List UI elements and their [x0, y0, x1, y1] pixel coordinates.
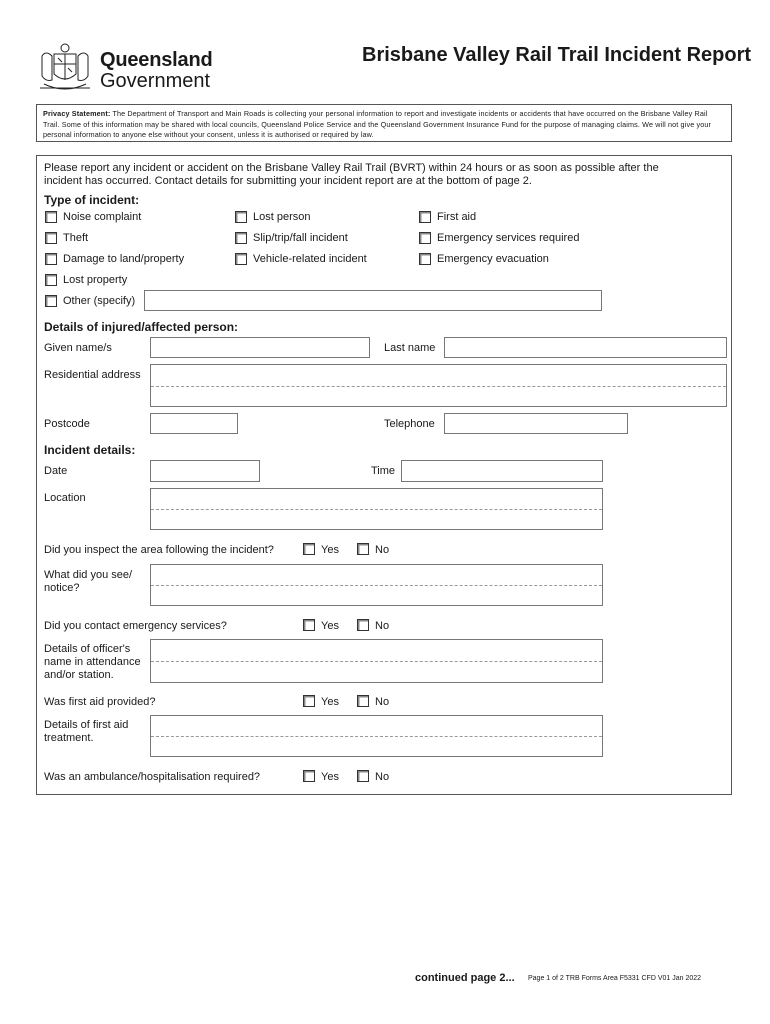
- inspect-yes-checkbox[interactable]: [303, 543, 315, 555]
- date-input[interactable]: [150, 460, 260, 482]
- lost-person-checkbox[interactable]: [235, 211, 247, 223]
- incident-type-heading: Type of incident:: [44, 193, 140, 207]
- ambulance-yes-checkbox[interactable]: [303, 770, 315, 782]
- damage-label: Damage to land/property: [63, 253, 185, 265]
- address-label: Residential address: [44, 369, 141, 381]
- lost-person-label: Lost person: [253, 211, 311, 223]
- queensland-crest-logo: [36, 40, 94, 96]
- logo-wordmark-line2: Government: [100, 70, 211, 92]
- last-name-input[interactable]: [444, 337, 727, 358]
- noise-complaint-checkbox[interactable]: [45, 211, 57, 223]
- privacy-text: The Department of Transport and Main Roads is collecting your personal information to report and investigate incidents or accidents that have occurred on the Brisbane Valley Rail Trail. Some of this information may be shared with local councils, Queensland Police Service and the Queensland Government Insurance Fund for the purpose of managing claims. We will not give your personal information to anyone else without your consent, unless it is authorised or required by law.: [43, 109, 712, 140]
- first-aid-checkbox[interactable]: [419, 211, 431, 223]
- form-title: Brisbane Valley Rail Trail Incident Report: [362, 44, 752, 66]
- emergency-no-checkbox[interactable]: [357, 619, 369, 631]
- telephone-label: Telephone: [384, 418, 435, 430]
- slip-trip-fall-label: Slip/trip/fall incident: [253, 232, 348, 244]
- form-section: [36, 155, 732, 795]
- officer-label-line2: name in attendance: [44, 656, 141, 668]
- telephone-input[interactable]: [444, 413, 628, 434]
- firstaid-details-input[interactable]: [150, 715, 603, 757]
- incident-details-heading: Incident details:: [44, 443, 136, 457]
- privacy-statement: [36, 104, 732, 142]
- theft-label: Theft: [63, 232, 89, 244]
- intro-line-1: Please report any incident or accident on the Brisbane Valley Rail Trail (BVRT) within 24 hours or as soon as possible after the: [44, 162, 659, 174]
- inspect-no-checkbox[interactable]: [357, 543, 369, 555]
- address-input[interactable]: [150, 364, 727, 407]
- date-label: Date: [44, 465, 68, 477]
- firstaid-question: Was first aid provided?: [44, 696, 156, 708]
- officer-label-line1: Details of officer's: [44, 643, 131, 655]
- other-specify-input[interactable]: [144, 290, 602, 311]
- seen-input[interactable]: [150, 564, 603, 606]
- given-name-input[interactable]: [150, 337, 370, 358]
- emergency-evacuation-label: Emergency evacuation: [437, 253, 549, 265]
- page-footer-info: Page 1 of 2 TRB Forms Area F5331 CFD V01 Jan 2022: [528, 975, 702, 982]
- damage-checkbox[interactable]: [45, 253, 57, 265]
- postcode-label: Postcode: [44, 418, 90, 430]
- intro-line-2: incident has occurred. Contact details for submitting your incident report are at the bottom of page 2.: [44, 175, 532, 187]
- lost-property-checkbox[interactable]: [45, 274, 57, 286]
- emergency-yes-label: Yes: [321, 620, 339, 632]
- theft-checkbox[interactable]: [45, 232, 57, 244]
- inspect-yes-label: Yes: [321, 544, 339, 556]
- lost-property-label: Lost property: [63, 274, 128, 286]
- officer-label-line3: and/or station.: [44, 669, 114, 681]
- last-name-label: Last name: [384, 342, 436, 354]
- other-checkbox[interactable]: [45, 295, 57, 307]
- inspect-question: Did you inspect the area following the incident?: [44, 544, 274, 556]
- emergency-yes-checkbox[interactable]: [303, 619, 315, 631]
- vehicle-incident-checkbox[interactable]: [235, 253, 247, 265]
- emergency-services-label: Emergency services required: [437, 232, 580, 244]
- emergency-evacuation-checkbox[interactable]: [419, 253, 431, 265]
- emergency-question: Did you contact emergency services?: [44, 620, 227, 632]
- continued-note: continued page 2...: [415, 972, 515, 984]
- location-label: Location: [44, 492, 86, 504]
- firstaid-no-checkbox[interactable]: [357, 695, 369, 707]
- seen-label-line1: What did you see/: [44, 569, 133, 581]
- privacy-label: Privacy Statement:: [43, 109, 111, 118]
- firstaid-details-label-line2: treatment.: [44, 732, 94, 744]
- emergency-services-checkbox[interactable]: [419, 232, 431, 244]
- officer-input[interactable]: [150, 639, 603, 683]
- inspect-no-label: No: [375, 544, 390, 556]
- ambulance-yes-label: Yes: [321, 771, 339, 783]
- location-input[interactable]: [150, 488, 603, 530]
- ambulance-question: Was an ambulance/hospitalisation required?: [44, 771, 261, 783]
- slip-trip-fall-checkbox[interactable]: [235, 232, 247, 244]
- firstaid-yes-label: Yes: [321, 696, 339, 708]
- logo-wordmark-line1: Queensland: [100, 49, 213, 71]
- firstaid-details-label-line1: Details of first aid: [44, 719, 129, 731]
- other-label: Other (specify): [63, 295, 136, 307]
- given-name-label: Given name/s: [44, 342, 112, 354]
- time-input[interactable]: [401, 460, 603, 482]
- seen-label-line2: notice?: [44, 582, 80, 594]
- person-heading: Details of injured/affected person:: [44, 320, 239, 334]
- postcode-input[interactable]: [150, 413, 238, 434]
- firstaid-no-label: No: [375, 696, 390, 708]
- time-label: Time: [371, 465, 396, 477]
- firstaid-yes-checkbox[interactable]: [303, 695, 315, 707]
- noise-complaint-label: Noise complaint: [63, 211, 142, 223]
- ambulance-no-label: No: [375, 771, 390, 783]
- emergency-no-label: No: [375, 620, 390, 632]
- ambulance-no-checkbox[interactable]: [357, 770, 369, 782]
- vehicle-incident-label: Vehicle-related incident: [253, 253, 367, 265]
- first-aid-label: First aid: [437, 211, 477, 223]
